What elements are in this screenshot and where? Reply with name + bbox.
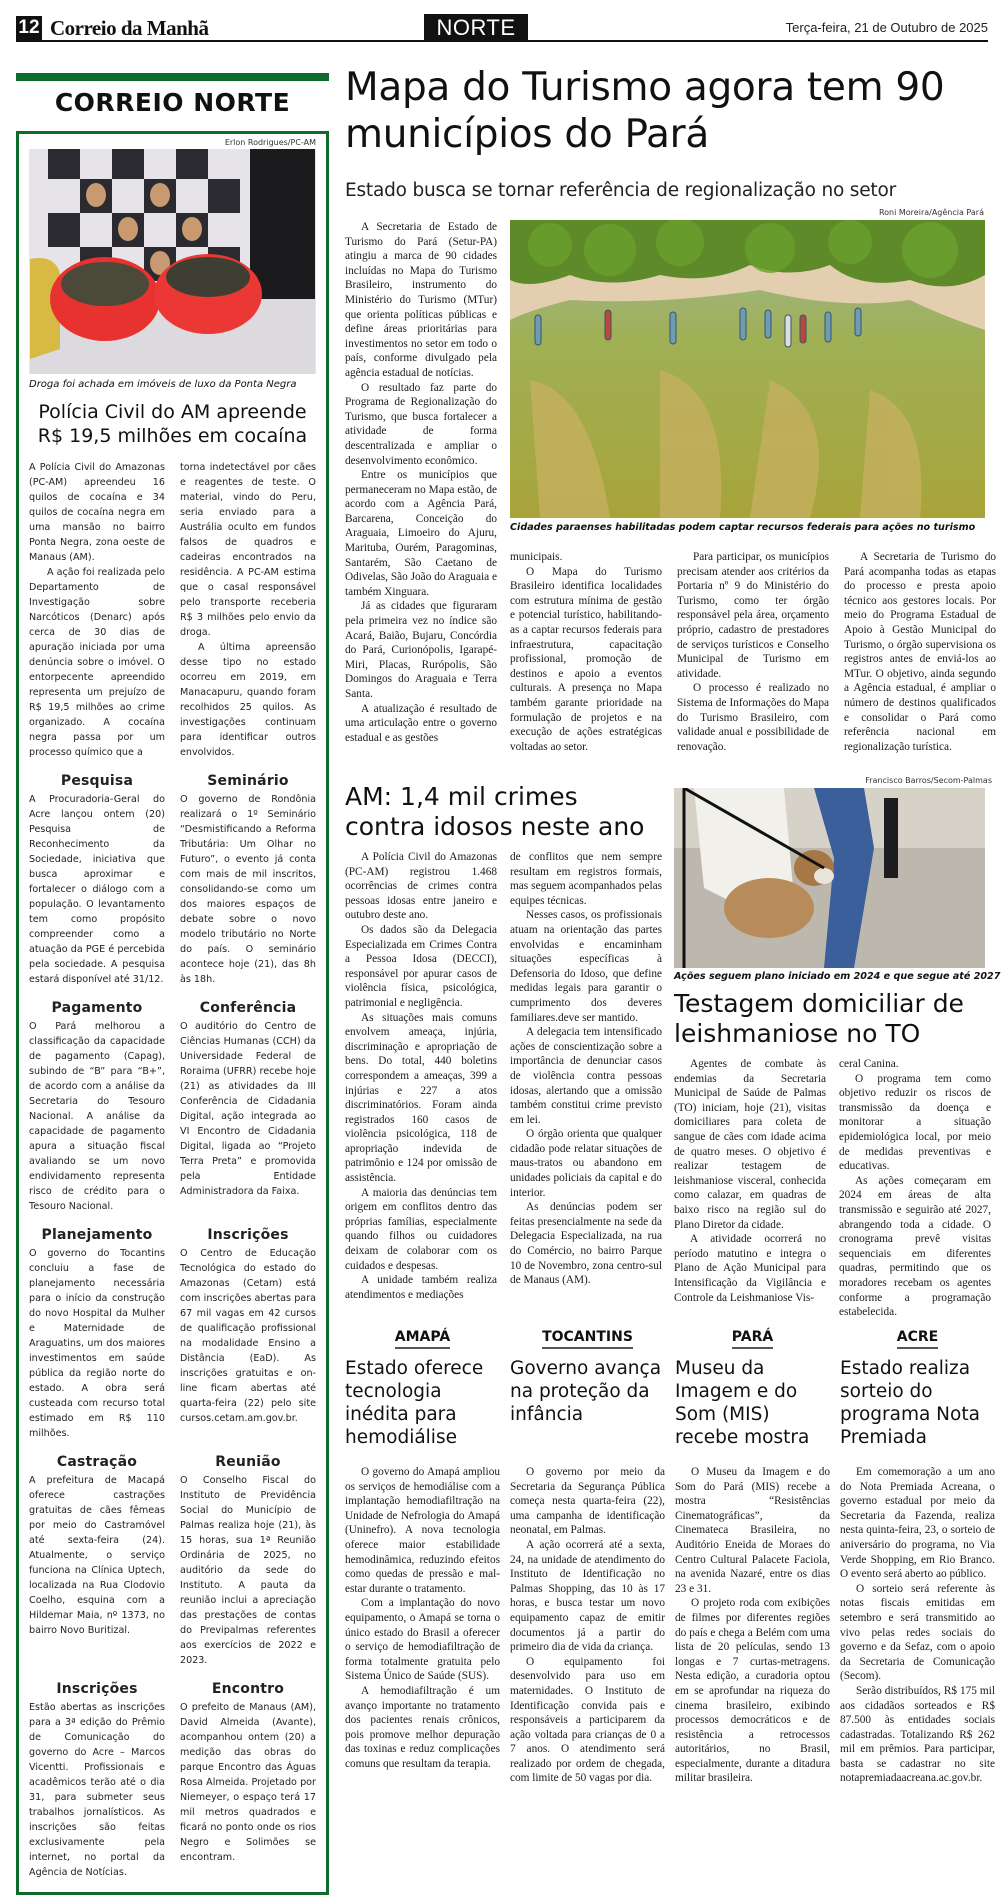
lead-subheadline: Estado busca se tornar referência de regionalização no setor	[345, 180, 896, 201]
correio-norte-box	[16, 131, 329, 1895]
paragraph: A ação ocorrerá até a sexta, 24, na unidade de atendimento do Instituto de Identificação no Palmas Shopping, das 10 às 17 horas, e busca testar um novo equipamento capaz de emitir documentos já a partir do primeiro dia de vida da criança.	[510, 1538, 665, 1654]
state-briefs-row	[345, 1328, 995, 1786]
brief-title: Planejamento	[41, 1227, 153, 1243]
to-story-headline: Testagem domiciliar de leishmaniose no TO	[674, 989, 964, 1048]
to-photo-caption: Ações seguem plano iniciado em 2024 e que segue até 2027	[674, 971, 1001, 982]
brief-text: O governo de Rondônia realizará o 1º Seminário “Desmistificando a Reforma Tributária: Um Olhar no Futuro”, o evento já conta com mais de mil inscritos, consolidando-se como um dos maiores espaços de debate sobre o novo modelo tributário no Norte do país. O seminário acontece hoje (21), das 8h às 18h.	[180, 794, 316, 985]
paragraph: A ação foi realizada pelo Departamento de Investigação sobre Narcóticos (Denarc) após cerca de 30 dias de apuração iniciada por uma denúncia sobre o imóvel. O entorpecente apreendido representa um prejuízo de R$ 19,5 milhões ao crime organizado. A cocaína negra passa por um processo químico que a	[29, 567, 165, 758]
lead-photo-credit: Roni Moreira/Agência Pará	[878, 208, 984, 217]
am-story-headline: AM: 1,4 mil crimes contra idosos neste ano	[345, 782, 645, 841]
brief-inscricoes-cetam	[180, 1226, 316, 1441]
paragraph: A última apreensão desse tipo no estado ocorreu em 2019, em Manacapuru, quando foram recolhidos 25 quilos. As investigações continuam para identificar outros envolvidos.	[180, 642, 316, 758]
paragraph: ceral Canina.	[839, 1058, 899, 1070]
am-story-col-1	[345, 850, 497, 1302]
to-story-columns	[674, 1057, 992, 1320]
to-story	[674, 776, 1001, 1320]
to-story-col-1	[674, 1057, 826, 1320]
brief-row	[29, 1453, 316, 1668]
issue-date: Terça-feira, 21 de Outubro de 2025	[785, 20, 988, 35]
state-brief-acre	[840, 1328, 995, 1786]
newspaper-name: Correio da Manhã	[50, 16, 209, 40]
lead-article-col-1	[345, 220, 497, 745]
brief-reuniao	[180, 1453, 316, 1668]
paragraph: de conflitos que nem sempre resultam em registros formais, mas seguem acompanhados pelas equipes técnicas.	[510, 851, 662, 907]
brief-row	[29, 999, 316, 1214]
paragraph: O governo por meio da Secretaria da Segurança Pública começa nesta quarta-feira (22), uma campanha de identificação neonatal, em Palmas.	[510, 1466, 665, 1537]
state-brief-para	[675, 1328, 830, 1786]
paragraph: O órgão orienta que qualquer cidadão pode relatar situações de maus-tratos ou abandono em unidades policiais da capital e do interior.	[510, 1128, 662, 1199]
lead-article-columns	[510, 550, 997, 754]
paragraph: Serão distribuídos, R$ 175 mil aos cidadãos sorteados e R$ 87.500 às entidades sociais cadastradas. Totalizando R$ 262 mil em prêmios. Para participar, basta se cadastrar no site notapremiadaacreana.ac.gov.br.	[840, 1684, 995, 1785]
brief-row	[29, 1226, 316, 1441]
brief-pesquisa	[29, 772, 165, 987]
state-tag: TOCANTINS	[542, 1328, 633, 1349]
brief-title: Inscrições	[207, 1227, 289, 1243]
state-tag: AMAPÁ	[395, 1328, 450, 1349]
brief-title: Conferência	[199, 1000, 297, 1016]
paragraph: A Secretaria de Estado de Turismo do Pará (Setur-PA) atingiu a marca de 90 cidades incluídas no Mapa do Turismo Brasileiro, instrumento do Ministério do Turismo (MTur) que orienta políticas públicas e define áreas prioritárias para investimentos no setor em todo o país, conforme divulgado pela agência estadual de notícias.	[345, 221, 497, 379]
river-beach-illustration	[510, 220, 985, 518]
paragraph: O projeto roda com exibições de filmes por diferentes regiões do país e chega a Belém com uma lista de 20 películas, sendo 13 longas e 7 curtas-metragens. Nesta edição, a curadoria optou em se aprofundar na riqueza do cinema brasileiro, exibindo processos democráticos e de resistência a retrocessos autoritários, no Brasil, especialmente, durante a ditadura militar brasileira.	[675, 1597, 830, 1785]
state-brief-body	[840, 1465, 995, 1786]
paragraph: Entre os municípios que permaneceram no Mapa estão, de acordo com a Agência Pará, Barcarena, Conceição do Araguaia, Limoeiro do Ajuru, Marituba, Ourém, Paragominas, Santarém, São Caetano de Odivelas, São João do Araguaia e também Xinguara.	[345, 469, 497, 598]
brief-inscricoes-premio	[29, 1680, 165, 1880]
brief-planejamento	[29, 1226, 165, 1441]
sidebar-article-col-1	[29, 460, 165, 760]
brief-text: O Conselho Fiscal do Instituto de Previdência Social do Município de Palmas realiza hoje (21), às 15 horas, sua 1ª Reunião Ordinária de 2025, no auditório da sede do Instituto. A pauta da reunião inclui a apreciação das prestações de contas do Previpalmas referentes aos exercícios de 2022 e 2023.	[180, 1475, 316, 1666]
state-brief-headline: Governo avança na proteção da infância	[510, 1358, 662, 1425]
state-brief-headline: Museu da Imagem e do Som (MIS) recebe mostra	[675, 1358, 810, 1448]
state-brief-body	[345, 1465, 500, 1771]
brief-conferencia	[180, 999, 316, 1214]
brief-text: O Pará melhorou a classificação da capacidade de pagamento (Capag), subindo de “B” para “B+”, de acordo com a análise da Secretaria do Tesouro Nacional. A análise da capacidade de pagamento apura a situação fiscal avaliando se um novo endividamento representa risco de crédito para o Tesouro Nacional.	[29, 1021, 165, 1212]
to-story-col-2	[839, 1057, 991, 1320]
sidebar	[16, 73, 329, 1895]
paragraph: Agentes de combate às endemias da Secretaria Municipal de Saúde de Palmas (TO) iniciam, hoje (21), visitas domiciliares para coleta de sangue de cães com idade acima de quatro meses. O objetivo é realizar testagem de leishmaniose visceral, conhecida como calazar, em quadras de baixo risco na região sul do Plano Diretor da cidade.	[674, 1058, 826, 1231]
paragraph: A Secretaria de Turismo do Pará acompanha todas as etapas do processo e presta apoio técnico aos gestores locais. Por meio do Programa Estadual de Apoio à Gestão Municipal do Turismo, o órgão supervisiona os registros antes de enviá-los ao MTur. O objetivo, ainda segundo a Agência estadual, é ampliar o número de destinos qualificados e consolidar o Pará como referência nacional em regionalização turística.	[844, 551, 996, 753]
brief-text: O governo do Tocantins concluiu a fase de planejamento necessária para o início da construção do novo Hospital da Mulher e Maternidade de Araguatins, um dos maiores investimentos em saúde pública da região norte do estado. A obra será custeada com recurso total estimado em R$ 110 milhões.	[29, 1248, 165, 1439]
brief-text: O auditório do Centro de Ciências Humanas (CCH) da Universidade Federal de Roraima (UFRR) recebe hoje (21) as atividades da III Conferência de Cidadania Digital, ação integrada ao VI Encontro de Cidadania Digital, ligada ao “Projeto Terra Preta” e promovida pela Entidade Administradora da Faixa.	[180, 1021, 316, 1197]
paragraph: O Mapa do Turismo Brasileiro identifica localidades com estrutura mínima de gestão e potencial turístico, habilitando-as a captar recursos federais para infraestrutura, capacitação profissional, promoção de destinos e apoio a eventos culturais. A presença no Mapa também garante prioridade na formulação de projetos e na execução de ações estratégicas voltadas ao setor.	[510, 565, 662, 753]
brief-pagamento	[29, 999, 165, 1214]
brief-title: Seminário	[207, 773, 289, 789]
sidebar-article-col-2	[180, 460, 316, 760]
state-tag: ACRE	[897, 1328, 938, 1349]
brief-castracao	[29, 1453, 165, 1668]
brief-text: O Centro de Educação Tecnológica do estado do Amazonas (Cetam) está com inscrições abertas para 67 mil vagas em 42 cursos de qualificação profissional na modalidade Ensino a Distância (EaD). As inscrições gratuitas e on-line ficam abertas até quarta-feira (22) pelo site cursos.cetam.am.gov.br.	[180, 1248, 316, 1424]
paragraph: As situações mais comuns envolvem ameaça, injúria, discriminação e apropriação de bens. Do total, 440 boletins correspondem a ameaças, 399 a injúrias e 227 a atos discriminatórios. Foram ainda registrados 160 casos de violência psicológica, 118 de apropriação indevida de patrimônio e 124 por omissão de assistência.	[345, 1011, 497, 1185]
masthead	[16, 14, 988, 42]
paragraph: Nesses casos, os profissionais atuam na orientação das partes envolvidas e encaminham situações específicas à Defensoria do Idoso, que define medidas legais para garantir o cumprimento dos deveres familiares.deve ser mantido.	[510, 909, 662, 1024]
dog-testing-photo	[674, 788, 985, 968]
brief-title: Pagamento	[51, 1000, 143, 1016]
paragraph: O resultado faz parte do Programa de Regionalização do Turismo, que busca fortalecer a atividade de forma descentralizada e ampliar o desenvolvimento econômico.	[345, 381, 497, 467]
brief-seminario	[180, 772, 316, 987]
brief-title: Castração	[56, 1454, 138, 1470]
paragraph: Os dados são da Delegacia Especializada em Crimes Contra a Pessoa Idosa (DECCI), responsável por apurar casos de violência física, psicológica, patrimonial e negligência.	[345, 923, 497, 1009]
brief-encontro	[180, 1680, 316, 1880]
lead-headline: Mapa do Turismo agora tem 90 municípios do Pará	[345, 65, 945, 157]
paragraph: A unidade também realiza atendimentos e mediações	[345, 1274, 497, 1301]
section-tag: NORTE	[424, 14, 528, 42]
to-photo-credit: Francisco Barros/Secom-Palmas	[865, 776, 992, 785]
state-tag: PARÁ	[732, 1328, 773, 1349]
drug-seizure-illustration	[29, 149, 316, 374]
paragraph: O programa tem como objetivo reduzir os riscos de transmissão da doença e monitorar a situação epidemiológica local, por meio de medidas preventivas e educativas.	[839, 1072, 991, 1173]
paragraph: Em comemoração a um ano do Nota Premiada Acreana, o governo estadual por meio da Secretaria da Fazenda, realiza nesta quinta-feira, 23, o sorteio de aniversário do programa, no Via Verde Shopping, em Rio Branco. O evento será aberto ao público.	[840, 1466, 995, 1581]
lead-aerial-photo	[510, 220, 985, 518]
paragraph: A Polícia Civil do Amazonas (PC-AM) registrou 1.468 ocorrências de crimes contra pessoas idosas entre janeiro e outubro deste ano.	[345, 851, 497, 922]
paragraph: A delegacia tem intensificado ações de conscientização sobre a importância de denunciar casos de violência contra pessoas idosas, alertando que a omissão também constitui crime previsto em lei.	[510, 1026, 662, 1126]
state-brief-headline: Estado realiza sorteio do programa Nota Premiada	[840, 1358, 980, 1448]
photo-caption: Droga foi achada em imóveis de luxo da Ponta Negra	[29, 379, 297, 390]
state-brief-headline: Estado oferece tecnologia inédita para hemodiálise	[345, 1358, 484, 1448]
paragraph: A atividade ocorrerá no período matutino e integra o Plano de Ação Municipal para Intensificação da Vigilância e Controle da Leishmaniose Vis-	[674, 1233, 826, 1304]
brief-title: Pesquisa	[60, 773, 134, 789]
paragraph: O governo do Amapá ampliou os serviços de hemodiálise com a implantação hemodiafiltração na Unidade de Nefrologia do Amapá (Uninefro). A nova tecnologia oferece maior estabilidade hemodinâmica, reduzindo efeitos como quedas de pressão e mal-estar durante o tratamento.	[345, 1466, 500, 1595]
paragraph: A hemodiafiltração é um avanço importante no tratamento dos pacientes renais crônicos, pois promove melhor depuração das toxinas e reduz complicações comuns que resultam da terapia.	[345, 1684, 500, 1770]
brief-row	[29, 772, 316, 987]
paragraph: A Polícia Civil do Amazonas (PC-AM) apreendeu 16 quilos de cocaína e 34 quilos de cocaína negra em uma mansão no bairro Ponta Negra, zona oeste de Manaus (AM).	[29, 462, 165, 563]
paragraph: O processo é realizado no Sistema de Informações do Mapa do Turismo Brasileiro, com validade anual e possibilidade de renovação.	[677, 682, 829, 753]
state-brief-tocantins	[510, 1328, 665, 1786]
am-story-col-2	[510, 850, 662, 1302]
sidebar-title: CORREIO NORTE	[54, 88, 291, 117]
paragraph: As ações começaram em 2024 em áreas de alta transmissão e seguirão até 2027, abrangendo toda a cidade. O cronograma prevê visitas sequenciais em diferentes quadras, permitindo que os moradores recebam os agentes conforme a programação estabelecida.	[839, 1174, 991, 1319]
brief-title: Inscrições	[56, 1681, 138, 1697]
paragraph: A atualização é resultado de uma articulação entre o governo estadual e as gestões	[345, 702, 497, 744]
state-brief-amapa	[345, 1328, 500, 1786]
lead-photo-caption: Cidades paraenses habilitadas podem captar recursos federais para ações no turismo	[510, 522, 976, 533]
brief-row	[29, 1680, 316, 1880]
am-story	[345, 782, 662, 1302]
lead-article-col-3	[677, 550, 829, 754]
state-brief-body	[510, 1465, 665, 1786]
paragraph: torna indetectável por cães e reagentes de teste. O material, vindo do Peru, seria enviado para a Austrália oculto em fundos falsos de quadros e cadeiras encontrados na residência. A PC-AM estima que o casal responsável pelo transporte receberia R$ 3 milhões pelo envio da droga.	[180, 462, 316, 638]
lead-article-col-2	[510, 550, 662, 754]
photo-credit: Erlon Rodrigues/PC-AM	[224, 138, 316, 147]
paragraph: As denúncias podem ser feitas presencialmente na sede da Delegacia Especializada, na rua do Comércio, no bairro Parque 10 de Novembro, zona centro-sul de Manaus (AM).	[510, 1201, 662, 1287]
sidebar-accent-bar	[16, 73, 329, 81]
paragraph: municipais.	[510, 551, 563, 563]
am-story-columns	[345, 850, 662, 1302]
brief-text: Estão abertas as inscrições para a 3ª edição do Prêmio de Comunicação do governo do Acre – Marcos Vicentti. Profissionais e acadêmicos terão até o dia 31, para submeter seus trabalhos jornalísticos. As inscrições são feitas exclusivamente pela internet, no portal da Agência de Notícias.	[29, 1702, 165, 1878]
paragraph: O Museu da Imagem e do Som do Pará (MIS) recebe a mostra “Resistências Cinematográficas”, da Cinemateca Brasileira, no Auditório Eneida de Moraes do Centro Cultural Palacete Faciola, na avenida Nazaré, entre os dias 23 e 31.	[675, 1466, 830, 1595]
paragraph: O sorteio será referente às notas fiscais emitidas em setembro e será transmitido ao vivo pelas redes sociais do governo e da Sefaz, com o apoio da Secretaria de Comunicação (Secom).	[840, 1582, 995, 1683]
brief-title: Encontro	[211, 1681, 285, 1697]
state-brief-body	[675, 1465, 830, 1786]
drug-seizure-photo	[29, 149, 316, 374]
paragraph: O equipamento foi desenvolvido para uso em maternidades. O Instituto de Identificação convida pais e responsáveis a participarem da ação voltada para crianças de 0 a 7 anos. O atendimento será realizado por ordem de chegada, com limite de 50 vagas por dia.	[510, 1655, 665, 1785]
brief-title: Reunião	[215, 1454, 281, 1470]
brief-text: O prefeito de Manaus (AM), David Almeida (Avante), acompanhou ontem (20) a medição das obras do parque Encontro das Águas Rosa Almeida. Projetado por Niemeyer, o espaço terá 17 mil metros quadrados e ficará no ponto onde os rios Negro e Solimões se encontram.	[180, 1702, 316, 1863]
paragraph: A maioria das denúncias tem origem em conflitos dentro das próprias famílias, especialmente quando filhos ou cuidadores deixam de colaborar com os cuidados e despesas.	[345, 1186, 497, 1272]
dog-testing-illustration	[674, 788, 985, 968]
brief-text: A Procuradoria-Geral do Acre lançou ontem (20) Pesquisa de Reconhecimento da Sociedade, iniciativa que busca aproximar e fortalecer o diálogo com a população. O levantamento tem como propósito compreender como a atuação da PGE é percebida pela sociedade. A pesquisa estará disponível até 31/12.	[29, 794, 165, 985]
sidebar-headline: Polícia Civil do AM apreende R$ 19,5 milhões em cocaína	[37, 401, 308, 447]
paragraph: Com a implantação do novo equipamento, o Amapá se torna o único estado do Brasil a oferecer o serviço de hemodiafiltração de forma totalmente gratuita pelo Sistema Único de Saúde (SUS).	[345, 1597, 500, 1683]
page-number: 12	[16, 16, 42, 40]
lead-article-col-4	[844, 550, 996, 754]
paragraph: Para participar, os municípios precisam atender aos critérios da Portaria nº 9 do Ministério do Turismo, como ter órgão responsável pela área, orçamento próprio, cadastro de prestadores de serviços turísticos e Conselho Municipal de Turismo em atividade.	[677, 551, 829, 680]
brief-text: A prefeitura de Macapá oferece castrações gratuitas de cães fêmeas por meio do Castramóvel até sexta-feira (24). Atualmente, o serviço funciona na Clínica Uptech, localizada na Rua Clodovio Coelho, esquina com a Hildemar Maia, nº 1373, no bairro Novo Buritizal.	[29, 1475, 165, 1636]
sidebar-article-body	[29, 460, 316, 760]
paragraph: Já as cidades que figuraram pela primeira vez no índice são Acará, Baião, Bujaru, Concórdia do Pará, Curionópolis, Igarapé-Miri, Placas, Rurópolis, São Domingos do Araguaia e Terra Santa.	[345, 600, 497, 700]
